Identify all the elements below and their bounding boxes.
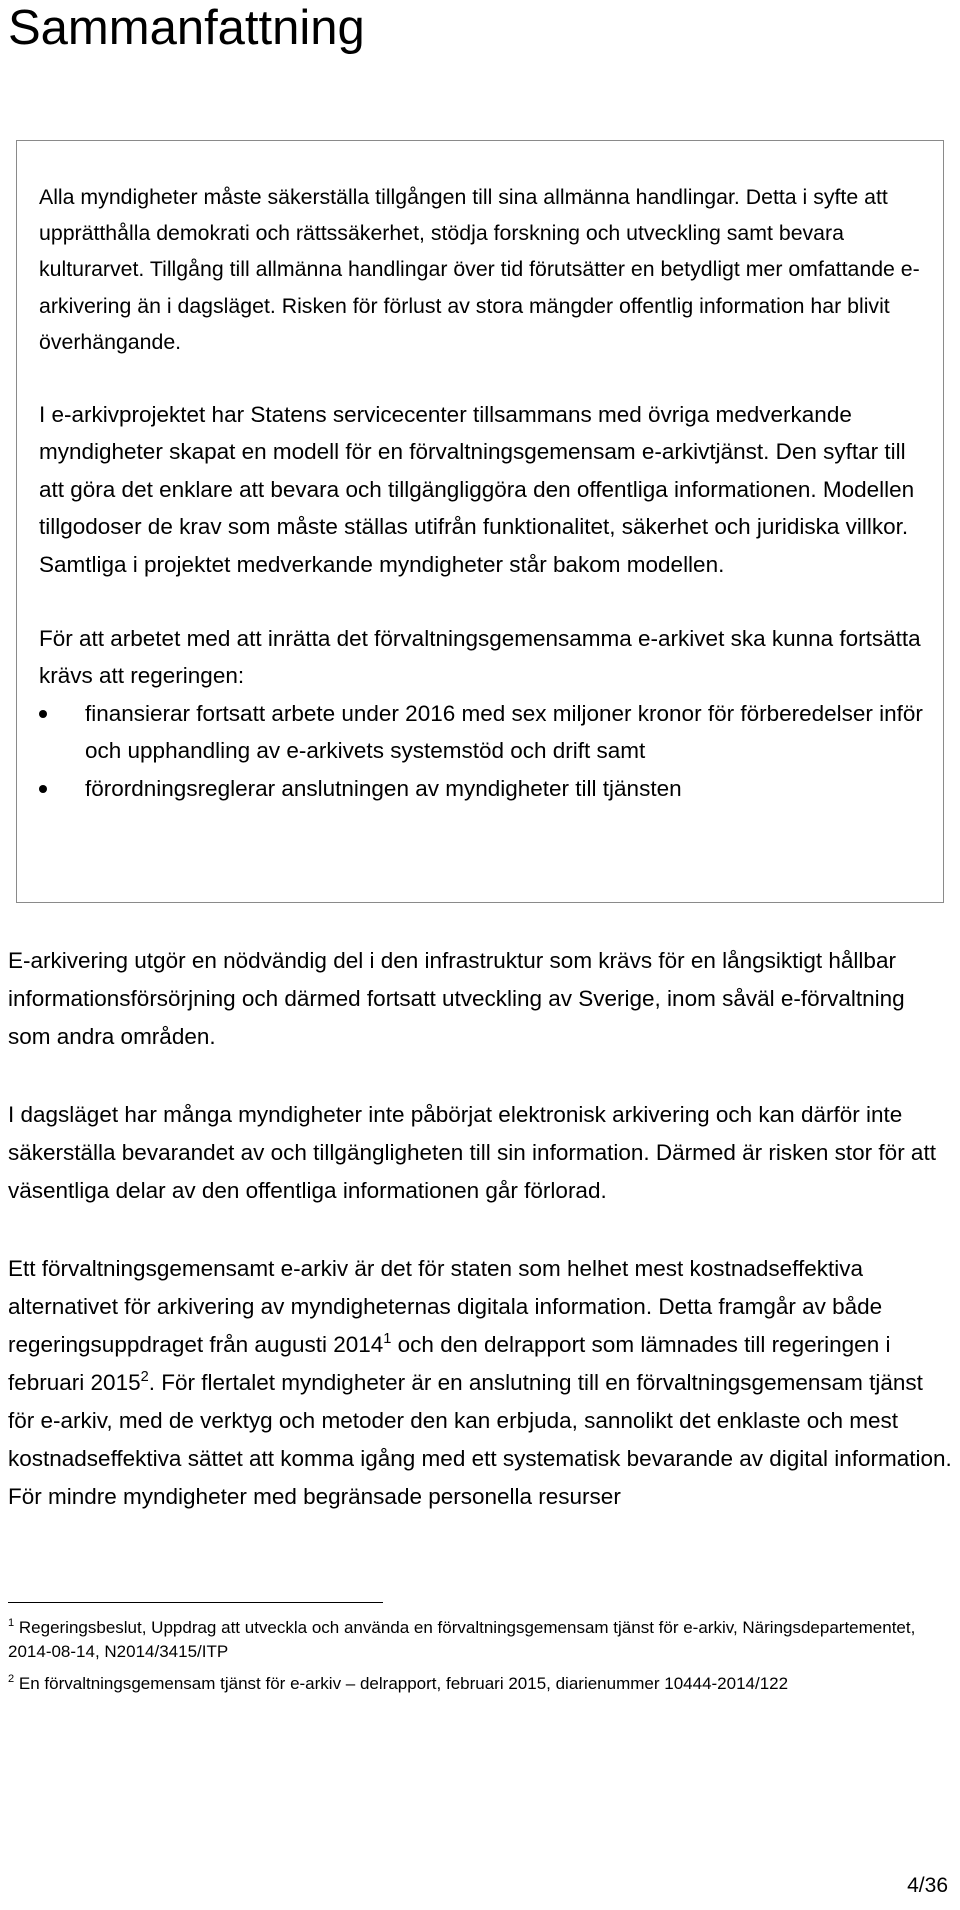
body-paragraph-3-part-3: . För flertalet myndigheter är en anslutning till en förvaltningsgemensam tjänst för e-arkiv, med de verktyg och metoder den kan erbjuda, sannolikt det enklaste och mest kostnadseffektiva sättet att komma igång med ett systematisk bevarande av digital information. För mindre myndigheter med begränsade personella resurser bbox=[8, 1370, 952, 1509]
body-paragraph-1: E-arkivering utgör en nödvändig del i den infrastruktur som krävs för en långsiktigt hållbar informationsförsörjning och därmed fortsatt utveckling av Sverige, inom såväl e-förvaltning som andra områden. bbox=[8, 948, 905, 1049]
bullet-text: förordningsreglerar anslutningen av myndigheter till tjänsten bbox=[85, 775, 682, 801]
paragraph-spacer bbox=[39, 583, 929, 620]
bullet-item bbox=[39, 695, 929, 770]
footnote-number-1: 1 bbox=[8, 1616, 15, 1629]
main-text bbox=[8, 942, 952, 1516]
summary-box-content bbox=[39, 179, 929, 807]
footnote-2 bbox=[8, 1672, 952, 1696]
footnote-reference-1[interactable]: 1 bbox=[383, 1330, 392, 1347]
body-paragraph-3 bbox=[8, 1250, 952, 1516]
bullet-item bbox=[39, 770, 929, 807]
paragraph-spacer bbox=[8, 1210, 952, 1250]
summary-paragraph-3: För att arbetet med att inrätta det förvaltningsgemensamma e-arkivet ska kunna fortsätta krävs att regeringen: bbox=[39, 626, 921, 689]
body-paragraph-3-part-1: Ett förvaltningsgemensamt e-arkiv är det för staten som helhet mest kostnadseffektiva alternativet för arkivering av myndigheternas digitala information. Detta framgår av både regeringsuppdraget från augusti 2014 bbox=[8, 1256, 883, 1357]
body-paragraph-3-part-2: och den delrapport som lämnades till regeringen i februari 2015 bbox=[8, 1332, 891, 1395]
bullet-dot-icon bbox=[39, 785, 47, 793]
body-paragraph-2: I dagsläget har många myndigheter inte påbörjat elektronisk arkivering och kan därför inte säkerställa bevarandet av och tillgängligheten till sin information. Därmed är risken stor för att väsentliga delar av den offentliga informationen går förlorad. bbox=[8, 1102, 936, 1203]
summary-paragraph-1: Alla myndigheter måste säkerställa tillgången till sina allmänna handlingar. Detta i syfte att upprätthålla demokrati och rättssäkerhet, stödja forskning och utveckling samt bevara kulturarvet. Tillgång till allmänna handlingar över tid förutsätter en betydligt mer omfattande e-arkivering än i dagsläget. Risken för förlust av stora mängder offentlig information har blivit överhängande. bbox=[39, 185, 920, 354]
bullet-dot-icon bbox=[39, 710, 47, 718]
footnote-text-1: Regeringsbeslut, Uppdrag att utveckla och använda en förvaltningsgemensam tjänst för e-arkiv, Näringsdepartementet, 2014-08-14, N2014/3415/ITP bbox=[8, 1618, 916, 1661]
summary-paragraph-2: I e-arkivprojektet har Statens servicecenter tillsammans med övriga medverkande myndigheter skapat en modell för en förvaltningsgemensam e-arkivtjänst. Den syftar till att göra det enklare att bevara och tillgängliggöra den offentliga informationen. Modellen tillgodoser de krav som måste ställas utifrån funktionalitet, säkerhet och juridiska villkor. Samtliga i projektet medverkande myndigheter står bakom modellen. bbox=[39, 402, 915, 577]
footnote-number-2: 2 bbox=[8, 1672, 15, 1685]
footnote-separator bbox=[8, 1602, 383, 1603]
footnote-text-2: En förvaltningsgemensam tjänst för e-arkiv – delrapport, februari 2015, diarienummer 10444-2014/122 bbox=[14, 1674, 789, 1693]
footnote-1 bbox=[8, 1616, 952, 1664]
paragraph-spacer bbox=[8, 1056, 952, 1096]
paragraph-spacer bbox=[39, 360, 929, 396]
footnotes bbox=[8, 1616, 952, 1704]
bullet-text: finansierar fortsatt arbete under 2016 med sex miljoner kronor för förberedelser inför och upphandling av e-arkivets systemstöd och drift samt bbox=[85, 700, 923, 764]
summary-box bbox=[16, 140, 944, 903]
page-number: 4/36 bbox=[907, 1874, 948, 1897]
page-title: Sammanfattning bbox=[8, 1, 365, 55]
footnote-reference-2[interactable]: 2 bbox=[140, 1368, 149, 1385]
summary-bullet-list bbox=[39, 695, 929, 807]
